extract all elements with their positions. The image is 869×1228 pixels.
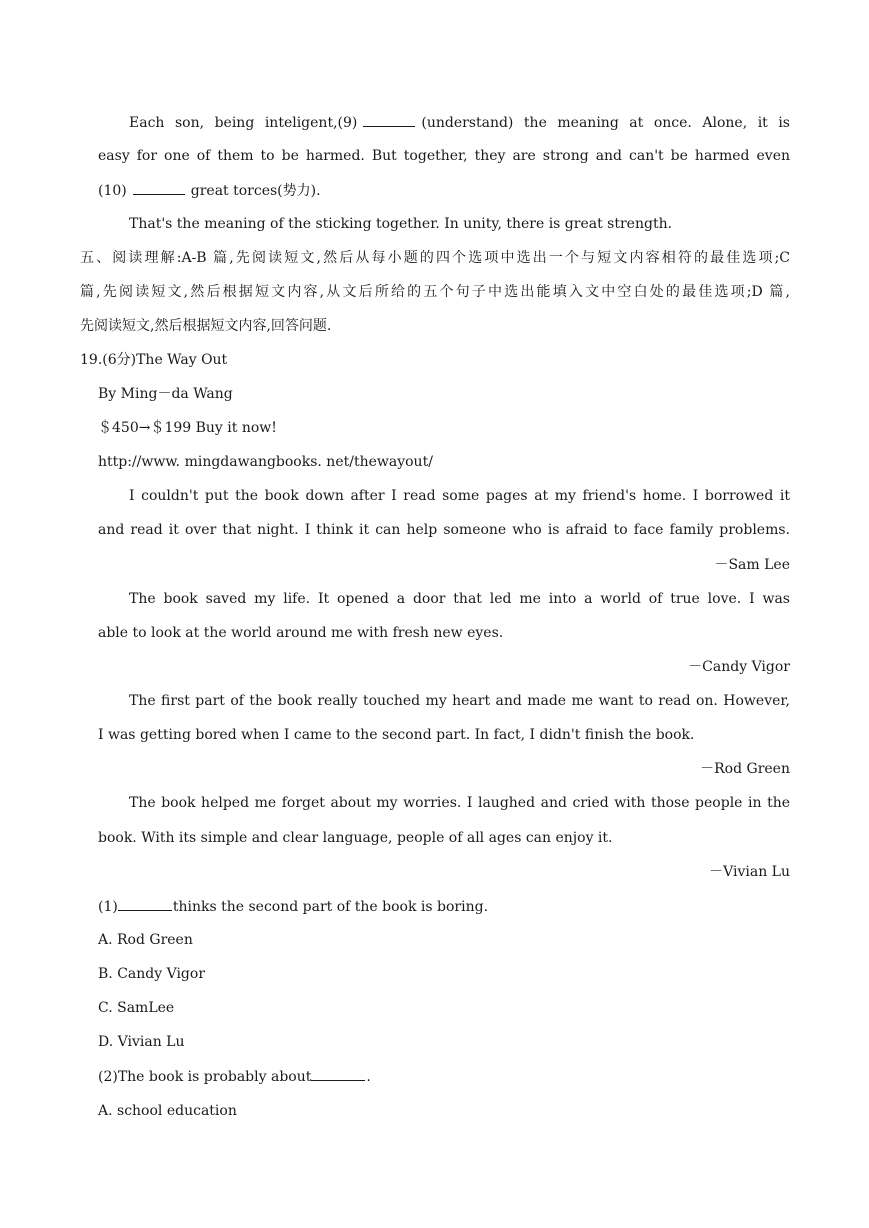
question-stem: (2)The book is probably about [98,1069,312,1085]
section-instructions: 先阅读短文,然后根据短文内容,回答问题. [80,318,332,334]
answer-blank[interactable] [118,896,172,911]
option-c[interactable]: C. SamLee [98,1000,175,1016]
sub-question-2 [98,1066,790,1086]
review-line: I couldn't put the book down after I read some pages at my friend's home. I borrowed it [129,488,790,504]
passage-line [129,112,790,132]
review-line: The first part of the book really touched my heart and made me want to read on. However, [129,693,790,709]
answer-blank[interactable] [133,180,185,195]
passage-text: Each son, being inteligent,(9) [129,115,358,131]
answer-blank[interactable] [311,1066,365,1081]
option-b[interactable]: B. Candy Vigor [98,966,206,982]
option-a[interactable]: A. school education [98,1103,237,1119]
book-price: ＄450→＄199 Buy it now! [98,420,277,436]
review-signature: －Sam Lee [714,557,790,573]
question-heading: 19.(6分)The Way Out [80,352,228,368]
passage-text: great torces(势力). [190,183,321,199]
book-author: By Ming－da Wang [98,386,233,402]
answer-blank[interactable] [363,112,415,127]
passage-line [98,180,790,200]
passage-text: (10) [98,183,127,199]
review-line: book. With its simple and clear language, people of all ages can enjoy it. [98,830,613,846]
review-signature: －Rod Green [700,761,790,777]
review-line: able to look at the world around me with fresh new eyes. [98,625,504,641]
review-line: The book saved my life. It opened a door that led me into a world of true love. I was [129,591,790,607]
option-a[interactable]: A. Rod Green [98,932,193,948]
question-number: (1) [98,899,118,915]
review-signature: －Candy Vigor [688,659,790,675]
sub-question-1 [98,896,790,916]
review-signature: －Vivian Lu [709,864,790,880]
passage-line: easy for one of them to be harmed. But together, they are strong and can't be harmed even [98,148,790,164]
review-line: I was getting bored when I came to the second part. In fact, I didn't finish the book. [98,727,695,743]
section-instructions: 篇,先阅读短文,然后根据短文内容,从文后所给的五个句子中选出能填入文中空白处的最佳选项;D 篇, [80,284,790,300]
review-line: and read it over that night. I think it can help someone who is afraid to face family problems. [98,522,790,538]
question-end: . [366,1069,371,1085]
option-d[interactable]: D. Vivian Lu [98,1034,185,1050]
passage-line: That's the meaning of the sticking together. In unity, there is great strength. [129,216,673,232]
review-line: The book helped me forget about my worries. I laughed and cried with those people in the [129,795,790,811]
section-instructions: 五、阅读理解:A-B 篇,先阅读短文,然后从每小题的四个选项中选出一个与短文内容相符的最佳选项;C [80,250,790,266]
passage-text: (understand) the meaning at once. Alone, it is [421,115,790,131]
book-url: http://www. mingdawangbooks. net/thewayout/ [98,454,433,470]
question-stem: thinks the second part of the book is boring. [172,899,489,915]
